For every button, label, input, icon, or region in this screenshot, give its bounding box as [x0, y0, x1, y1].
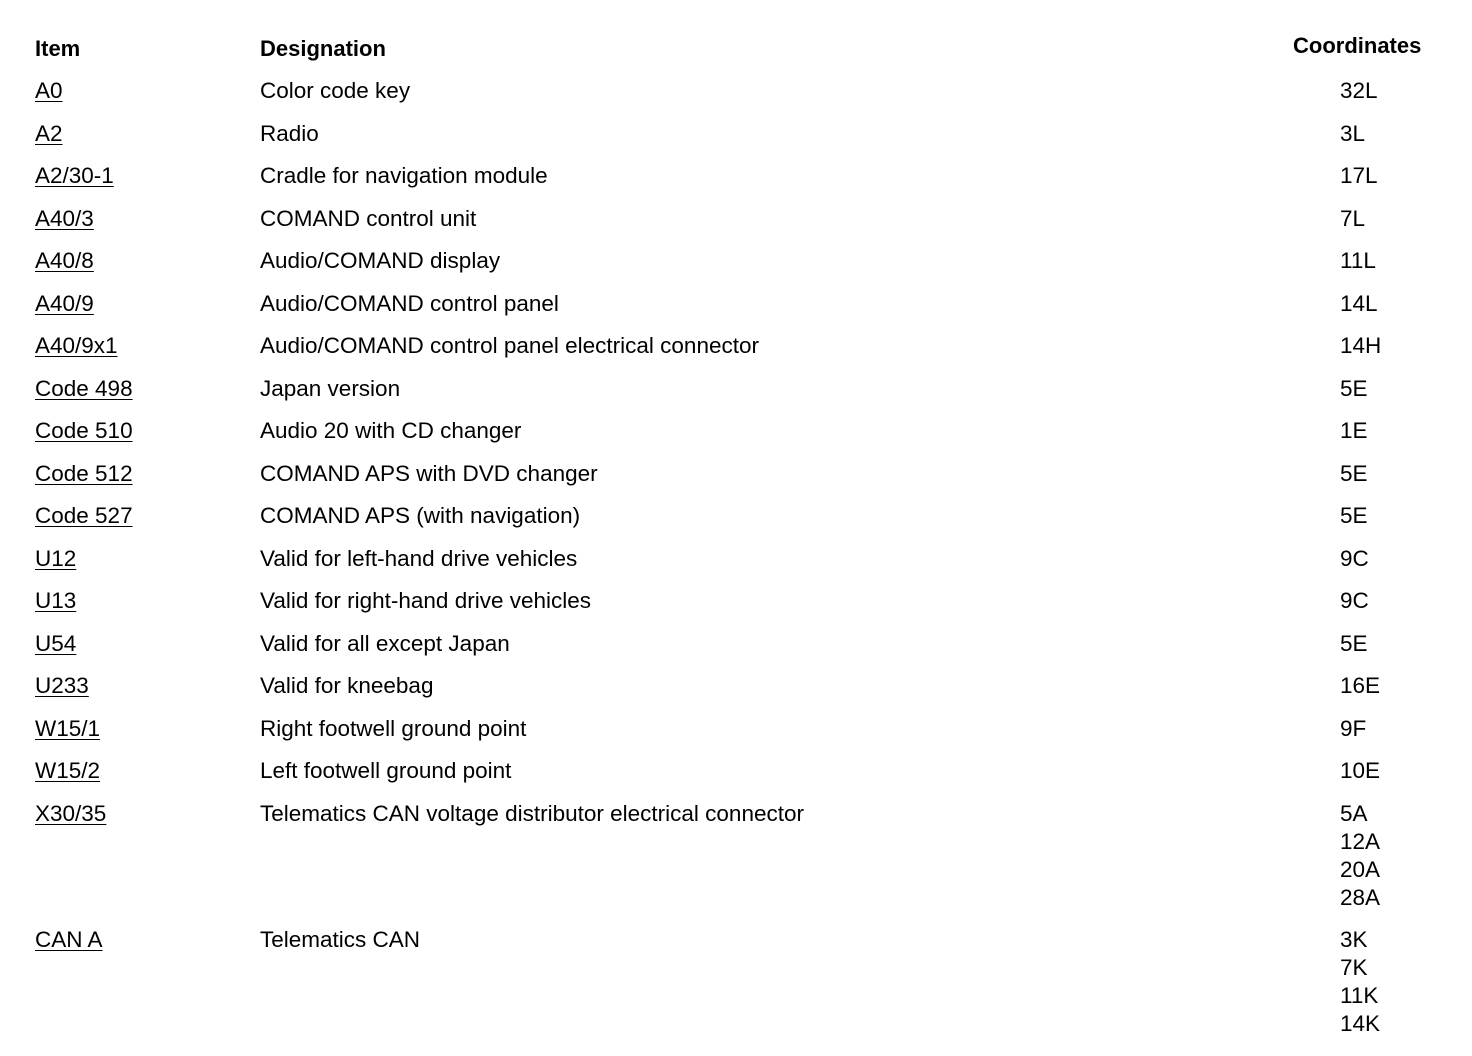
coordinate-value: 5E — [1340, 630, 1368, 656]
item-link[interactable]: U12 — [35, 545, 77, 571]
designation-text: Color code key — [260, 78, 411, 103]
designation-text: Left footwell ground point — [260, 758, 512, 783]
designation-text: Valid for all except Japan — [260, 630, 510, 656]
item-link[interactable]: A40/8 — [35, 248, 94, 273]
table-row — [0, 460, 1472, 503]
coordinates-list — [1340, 587, 1369, 615]
table-row — [0, 417, 1472, 460]
item-link[interactable]: Code 527 — [35, 503, 133, 528]
designation-text: COMAND control unit — [260, 205, 477, 231]
designation-text: Audio/COMAND control panel electrical connector — [260, 333, 759, 358]
table-row — [0, 926, 1472, 1046]
item-link[interactable]: U233 — [35, 673, 89, 698]
coordinates-list — [1340, 205, 1365, 233]
designation-text: Valid for left-hand drive vehicles — [260, 545, 578, 571]
item-link[interactable]: A40/9x1 — [35, 333, 118, 358]
item-column-header: Item — [35, 36, 81, 61]
item-link[interactable]: W15/1 — [35, 715, 101, 741]
coordinate-value: 9C — [1340, 588, 1369, 613]
coordinate-value: 10E — [1340, 758, 1381, 783]
coordinates-list — [1340, 715, 1366, 743]
table-row — [0, 247, 1472, 290]
coordinates-list — [1340, 77, 1378, 105]
coordinates-list — [1340, 332, 1381, 360]
table-row — [0, 77, 1472, 120]
table-row — [0, 630, 1472, 673]
designation-text: Japan version — [260, 375, 401, 401]
coordinate-value: 9F — [1340, 715, 1367, 741]
coordinates-column-header: Coordinates — [1293, 33, 1422, 58]
table-row — [0, 502, 1472, 545]
designation-text: Cradle for navigation module — [260, 163, 548, 188]
coordinate-value: 14H — [1340, 333, 1382, 358]
coordinates-list — [1340, 460, 1368, 488]
table-row — [0, 587, 1472, 630]
designation-text: Right footwell ground point — [260, 715, 527, 741]
coordinate-value: 5E — [1340, 375, 1368, 401]
table-row — [0, 375, 1472, 418]
designation-text: COMAND APS with DVD changer — [260, 460, 598, 486]
coordinate-value: 11L — [1340, 248, 1376, 273]
item-link[interactable]: A0 — [35, 78, 63, 103]
coordinate-value: 7L — [1340, 205, 1366, 231]
item-link[interactable]: W15/2 — [35, 758, 101, 783]
coordinate-value: 14L — [1340, 290, 1378, 316]
table-row — [0, 120, 1472, 163]
item-link[interactable]: A2/30-1 — [35, 163, 114, 188]
item-link[interactable]: A40/9 — [35, 290, 94, 316]
coordinate-value: 5E — [1340, 460, 1368, 486]
coordinates-list — [1340, 247, 1376, 275]
item-link[interactable]: U54 — [35, 630, 77, 656]
coordinate-value: 3L — [1340, 120, 1366, 146]
table-row — [0, 672, 1472, 715]
table-row — [0, 332, 1472, 375]
coordinate-value: 12A — [1340, 828, 1381, 854]
coordinate-value: 11K — [1340, 983, 1379, 1008]
coordinate-value: 16E — [1340, 673, 1381, 698]
designation-text: Telematics CAN voltage distributor electrical connector — [260, 800, 804, 826]
coordinate-value: 5A — [1340, 800, 1368, 826]
item-link[interactable]: A2 — [35, 120, 63, 146]
coordinates-list — [1340, 290, 1378, 318]
coordinates-list — [1340, 162, 1378, 190]
coordinate-value: 3K — [1340, 927, 1368, 952]
coordinate-value: 20A — [1340, 856, 1381, 882]
coordinate-value: 1E — [1340, 418, 1368, 443]
table-row — [0, 715, 1472, 758]
table-row — [0, 800, 1472, 927]
designation-text: Audio/COMAND control panel — [260, 290, 559, 316]
designation-text: Telematics CAN — [260, 927, 421, 952]
item-link[interactable]: CAN A — [35, 927, 103, 952]
item-link[interactable]: A40/3 — [35, 205, 94, 231]
item-link[interactable]: Code 510 — [35, 418, 133, 443]
item-link[interactable]: Code 498 — [35, 375, 133, 401]
coordinates-list — [1340, 926, 1380, 1038]
designation-text: Audio/COMAND display — [260, 248, 501, 273]
coordinate-value: 9C — [1340, 545, 1369, 571]
coordinates-list — [1340, 375, 1368, 403]
coordinates-list — [1340, 120, 1365, 148]
item-link[interactable]: Code 512 — [35, 460, 133, 486]
item-link[interactable]: X30/35 — [35, 800, 107, 826]
coordinate-value: 17L — [1340, 163, 1378, 188]
coordinate-value: 7K — [1340, 955, 1368, 980]
designation-text: Valid for kneebag — [260, 673, 434, 698]
coordinates-list — [1340, 757, 1380, 785]
coordinates-list — [1340, 502, 1368, 530]
coordinate-value: 14K — [1340, 1011, 1381, 1036]
designation-text: Radio — [260, 120, 319, 146]
table-row — [0, 545, 1472, 588]
table-row — [0, 162, 1472, 205]
designation-text: Valid for right-hand drive vehicles — [260, 588, 591, 613]
table-row — [0, 757, 1472, 800]
table-row — [0, 290, 1472, 333]
legend-table — [0, 77, 1472, 1046]
coordinate-value: 5E — [1340, 503, 1368, 528]
coordinates-list — [1340, 800, 1380, 912]
coordinates-list — [1340, 630, 1368, 658]
designation-text: Audio 20 with CD changer — [260, 418, 522, 443]
coordinates-list — [1340, 545, 1369, 573]
coordinate-value: 32L — [1340, 78, 1378, 103]
coordinates-list — [1340, 417, 1368, 445]
table-row — [0, 205, 1472, 248]
designation-column-header: Designation — [260, 36, 386, 61]
coordinate-value: 28A — [1340, 884, 1381, 910]
item-link[interactable]: U13 — [35, 588, 77, 613]
designation-text: COMAND APS (with navigation) — [260, 503, 581, 528]
coordinates-list — [1340, 672, 1380, 700]
